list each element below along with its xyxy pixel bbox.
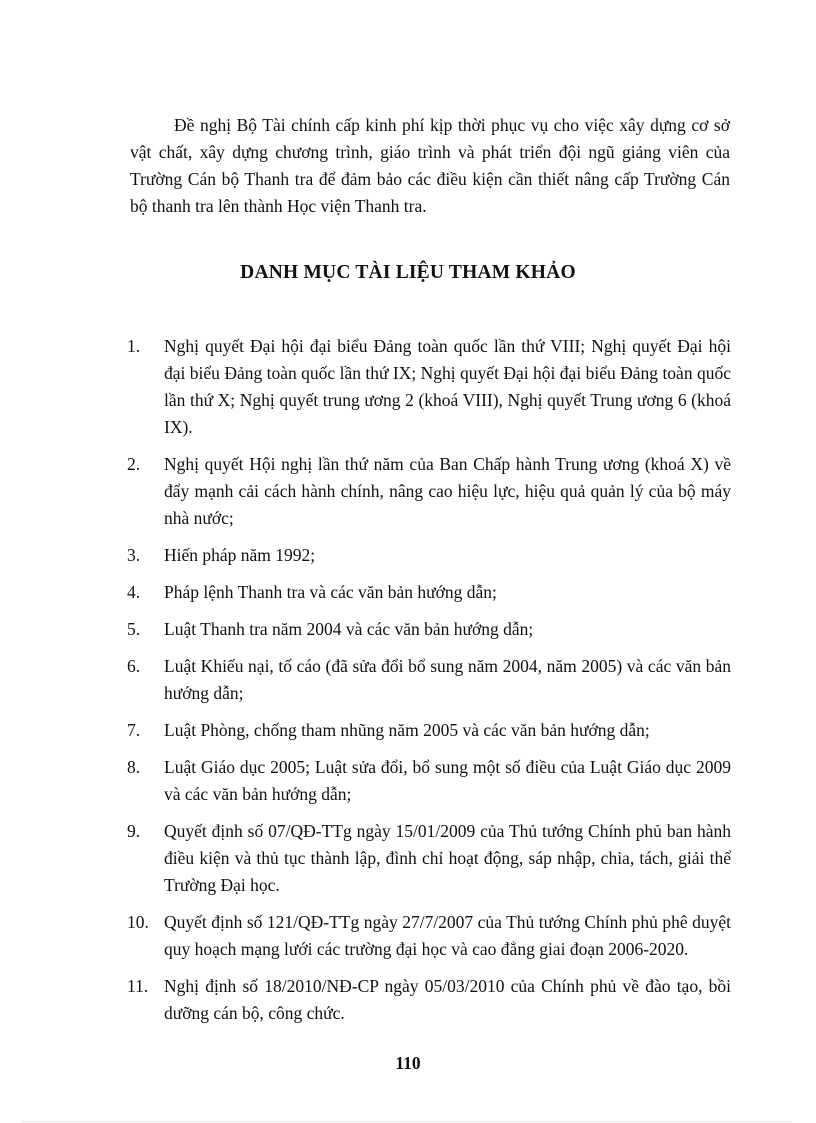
reference-text: Luật Khiếu nại, tố cáo (đã sửa đổi bổ sung năm 2004, năm 2005) và các văn bản hướng dẫn;	[164, 656, 731, 703]
reference-text: Luật Thanh tra năm 2004 và các văn bản hướng dẫn;	[164, 619, 534, 639]
reference-number: 6.	[127, 656, 141, 676]
reference-item	[127, 909, 731, 963]
reference-item	[127, 653, 731, 707]
reference-number: 10.	[127, 912, 149, 932]
reference-text: Nghị quyết Hội nghị lần thứ năm của Ban Chấp hành Trung ương (khoá X) về đẩy mạnh cải cách hành chính, nâng cao hiệu lực, hiệu quả quản lý của bộ máy nhà nước;	[164, 454, 731, 528]
reference-text: Hiến pháp năm 1992;	[164, 545, 316, 565]
reference-number: 8.	[127, 757, 141, 777]
reference-item	[127, 818, 731, 899]
reference-text: Nghị quyết Đại hội đại biểu Đảng toàn quốc lần thứ VIII; Nghị quyết Đại hội đại biểu Đảng toàn quốc lần thứ IX; Nghị quyết Đại hội đại biểu Đảng toàn quốc lần thứ X; Nghị quyết trung ương 2 (khoá VIII), Nghị quyết Trung ương 6 (khoá IX).	[164, 336, 731, 437]
reference-number: 5.	[127, 619, 141, 639]
references-list	[127, 333, 731, 1037]
reference-item	[127, 333, 731, 441]
reference-number: 11.	[127, 976, 149, 996]
reference-text: Luật Phòng, chống tham nhũng năm 2005 và các văn bản hướng dẫn;	[164, 720, 650, 740]
reference-item	[127, 451, 731, 532]
reference-number: 3.	[127, 545, 141, 565]
reference-item	[127, 754, 731, 808]
page-number: 110	[395, 1053, 421, 1073]
references-heading: DANH MỤC TÀI LIỆU THAM KHẢO	[240, 262, 576, 283]
reference-number: 9.	[127, 821, 141, 841]
reference-text: Pháp lệnh Thanh tra và các văn bản hướng dẫn;	[164, 582, 497, 602]
reference-number: 2.	[127, 454, 141, 474]
footer-divider	[22, 1121, 794, 1122]
reference-item	[127, 542, 731, 569]
reference-text: Nghị định số 18/2010/NĐ-CP ngày 05/03/2010 của Chính phủ về đào tạo, bồi dưỡng cán bộ, công chức.	[164, 976, 731, 1023]
reference-item	[127, 616, 731, 643]
intro-paragraph: Đề nghị Bộ Tài chính cấp kinh phí kịp thời phục vụ cho việc xây dựng cơ sở vật chất, xây dựng chương trình, giáo trình và phát triển đội ngũ giảng viên của Trường Cán bộ Thanh tra để đảm bảo các điều kiện cần thiết nâng cấp Trường Cán bộ thanh tra lên thành Học viện Thanh tra.	[130, 115, 730, 216]
reference-number: 4.	[127, 582, 141, 602]
reference-text: Quyết định số 07/QĐ-TTg ngày 15/01/2009 của Thủ tướng Chính phủ ban hành điều kiện và thủ tục thành lập, đình chỉ hoạt động, sáp nhập, chia, tách, giải thể Trường Đại học.	[164, 821, 731, 895]
reference-number: 7.	[127, 720, 141, 740]
reference-text: Quyết định số 121/QĐ-TTg ngày 27/7/2007 của Thủ tướng Chính phủ phê duyệt quy hoạch mạng lưới các trường đại học và cao đẳng giai đoạn 2006-2020.	[164, 912, 731, 959]
reference-item	[127, 579, 731, 606]
reference-item	[127, 973, 731, 1027]
reference-item	[127, 717, 731, 744]
reference-number: 1.	[127, 336, 141, 356]
reference-text: Luật Giáo dục 2005; Luật sửa đổi, bổ sung một số điều của Luật Giáo dục 2009 và các văn bản hướng dẫn;	[164, 757, 731, 804]
